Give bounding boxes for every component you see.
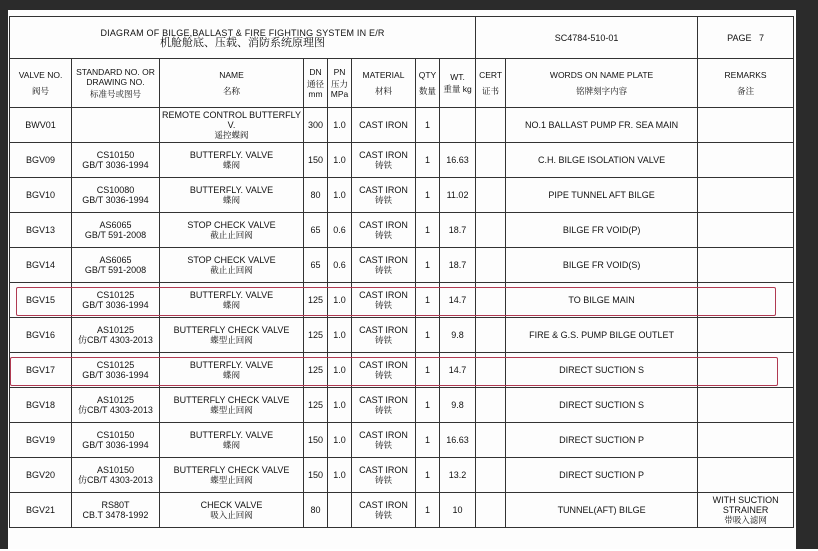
cell-standard: AS10125 仿CB/T 4303-2013: [72, 388, 160, 423]
cell-material: CAST IRON 铸铁: [352, 213, 416, 248]
cell-material: CAST IRON 铸铁: [352, 318, 416, 353]
cell-weight: 11.02: [440, 178, 476, 213]
cell-name: STOP CHECK VALVE 截止止回阀: [160, 213, 304, 248]
cell-pn: 0.6: [328, 213, 352, 248]
cell-weight: [440, 108, 476, 143]
cell-remarks: [698, 388, 794, 423]
top-shadow-edge: [0, 0, 818, 10]
cell-weight: 14.7: [440, 353, 476, 388]
title-cn: 机舱舱底、压载、消防系统原理图: [160, 36, 326, 49]
cropped-footer-text: [714, 544, 717, 551]
cell-pn: 1.0: [328, 143, 352, 178]
cell-standard: RS80T CB.T 3478-1992: [72, 493, 160, 528]
cell-dn: 125: [304, 283, 328, 318]
cell-remarks: [698, 143, 794, 178]
cell-pn: 1.0: [328, 388, 352, 423]
cell-material: CAST IRON: [352, 108, 416, 143]
cell-name: REMOTE CONTROL BUTTERFLY V. 遥控蝶阀: [160, 108, 304, 143]
page-label: PAGE: [727, 32, 752, 43]
page-indicator: [698, 17, 794, 59]
header-row: [10, 59, 794, 108]
header-pn: PN 压力 MPa: [328, 59, 352, 108]
cell-cert: [476, 283, 506, 318]
cell-standard: CS10150 GB/T 3036-1994: [72, 143, 160, 178]
cell-qty: 1: [416, 108, 440, 143]
cell-cert: [476, 318, 506, 353]
cell-name: BUTTERFLY. VALVE 蝶阀: [160, 423, 304, 458]
cell-qty: 1: [416, 458, 440, 493]
cell-material: CAST IRON 铸铁: [352, 353, 416, 388]
cell-valve-no: BGV15: [10, 283, 72, 318]
cell-material: CAST IRON 铸铁: [352, 178, 416, 213]
cell-dn: 65: [304, 213, 328, 248]
cell-words: PIPE TUNNEL AFT BILGE: [506, 178, 698, 213]
header-words: WORDS ON NAME PLATE 铭牌刻字内容: [506, 59, 698, 108]
table-row: [10, 248, 794, 283]
cell-valve-no: BGV18: [10, 388, 72, 423]
table-row: [10, 108, 794, 143]
cell-dn: 150: [304, 423, 328, 458]
table-row: [10, 318, 794, 353]
cell-remarks: [698, 353, 794, 388]
cell-name: STOP CHECK VALVE 截止止回阀: [160, 248, 304, 283]
cell-material: CAST IRON 铸铁: [352, 493, 416, 528]
cell-name: BUTTERFLY. VALVE 蝶阀: [160, 143, 304, 178]
cell-valve-no: BGV17: [10, 353, 72, 388]
cell-cert: [476, 178, 506, 213]
cell-material: CAST IRON 铸铁: [352, 283, 416, 318]
header-valve-no: VALVE NO. 阀号: [10, 59, 72, 108]
right-shadow-edge: [796, 0, 818, 549]
cell-qty: 1: [416, 493, 440, 528]
cell-cert: [476, 423, 506, 458]
cell-weight: 18.7: [440, 213, 476, 248]
cell-dn: 150: [304, 143, 328, 178]
cell-dn: 80: [304, 493, 328, 528]
cell-pn: [328, 493, 352, 528]
header-standard: STANDARD NO. OR DRAWING NO. 标准号或图号: [72, 59, 160, 108]
cell-dn: 65: [304, 248, 328, 283]
cell-pn: 1.0: [328, 353, 352, 388]
cell-remarks: [698, 248, 794, 283]
cell-cert: [476, 143, 506, 178]
cell-words: C.H. BILGE ISOLATION VALVE: [506, 143, 698, 178]
table-row: [10, 388, 794, 423]
cell-remarks: [698, 108, 794, 143]
cell-standard: AS6065 GB/T 591-2008: [72, 213, 160, 248]
cell-dn: 125: [304, 353, 328, 388]
cell-weight: 9.8: [440, 318, 476, 353]
cell-remarks: [698, 213, 794, 248]
cell-qty: 1: [416, 248, 440, 283]
table-row: [10, 178, 794, 213]
header-name: NAME 名称: [160, 59, 304, 108]
table-row: [10, 458, 794, 493]
cell-cert: [476, 458, 506, 493]
cell-remarks: WITH SUCTION STRAINER 带吸入滤网: [698, 493, 794, 528]
cell-dn: 300: [304, 108, 328, 143]
table-row: [10, 283, 794, 318]
cell-standard: CS10080 GB/T 3036-1994: [72, 178, 160, 213]
table-row: [10, 213, 794, 248]
cell-qty: 1: [416, 353, 440, 388]
table-row: [10, 143, 794, 178]
cell-weight: 9.8: [440, 388, 476, 423]
cell-cert: [476, 213, 506, 248]
cell-dn: 150: [304, 458, 328, 493]
cell-words: BILGE FR VOID(P): [506, 213, 698, 248]
cell-valve-no: BWV01: [10, 108, 72, 143]
cell-cert: [476, 493, 506, 528]
table-row: [10, 353, 794, 388]
table-row: [10, 423, 794, 458]
cell-material: CAST IRON 铸铁: [352, 388, 416, 423]
cell-standard: CS10150 GB/T 3036-1994: [72, 423, 160, 458]
cell-dn: 125: [304, 318, 328, 353]
cell-qty: 1: [416, 143, 440, 178]
cell-words: BILGE FR VOID(S): [506, 248, 698, 283]
header-material: MATERIAL 材料: [352, 59, 416, 108]
cell-qty: 1: [416, 388, 440, 423]
cell-valve-no: BGV13: [10, 213, 72, 248]
cell-remarks: [698, 283, 794, 318]
cell-words: TUNNEL(AFT) BILGE: [506, 493, 698, 528]
cell-valve-no: BGV10: [10, 178, 72, 213]
title-row: [10, 17, 794, 59]
cell-qty: 1: [416, 318, 440, 353]
cell-name: BUTTERFLY CHECK VALVE 蝶型止回阀: [160, 318, 304, 353]
cell-weight: 18.7: [440, 248, 476, 283]
cell-pn: 0.6: [328, 248, 352, 283]
cell-cert: [476, 388, 506, 423]
cell-words: NO.1 BALLAST PUMP FR. SEA MAIN: [506, 108, 698, 143]
cell-pn: 1.0: [328, 423, 352, 458]
cell-pn: 1.0: [328, 178, 352, 213]
cell-pn: 1.0: [328, 108, 352, 143]
cell-valve-no: BGV19: [10, 423, 72, 458]
document-number: SC4784-510-01: [476, 17, 698, 59]
cell-standard: AS6065 GB/T 591-2008: [72, 248, 160, 283]
cell-material: CAST IRON 铸铁: [352, 423, 416, 458]
cell-words: DIRECT SUCTION P: [506, 423, 698, 458]
cell-name: BUTTERFLY CHECK VALVE 蝶型止回阀: [160, 388, 304, 423]
cell-name: BUTTERFLY. VALVE 蝶阀: [160, 283, 304, 318]
page-number: 7: [759, 32, 765, 43]
cell-weight: 13.2: [440, 458, 476, 493]
cell-standard: AS10125 仿CB/T 4303-2013: [72, 318, 160, 353]
cell-material: CAST IRON 铸铁: [352, 458, 416, 493]
cell-pn: 1.0: [328, 318, 352, 353]
cell-qty: 1: [416, 423, 440, 458]
cell-name: BUTTERFLY. VALVE 蝶阀: [160, 178, 304, 213]
cell-weight: 10: [440, 493, 476, 528]
cell-dn: 125: [304, 388, 328, 423]
cell-remarks: [698, 423, 794, 458]
cell-valve-no: BGV16: [10, 318, 72, 353]
title-en: DIAGRAM OF BILGE,BALLAST & FIRE FIGHTING SYSTEM IN E/R: [100, 27, 385, 38]
cell-words: TO BILGE MAIN: [506, 283, 698, 318]
cell-material: CAST IRON 铸铁: [352, 248, 416, 283]
document-title: [10, 17, 476, 59]
cell-valve-no: BGV21: [10, 493, 72, 528]
cell-qty: 1: [416, 283, 440, 318]
cell-standard: CS10125 GB/T 3036-1994: [72, 353, 160, 388]
cell-cert: [476, 108, 506, 143]
cell-qty: 1: [416, 213, 440, 248]
header-remarks: REMARKS 备注: [698, 59, 794, 108]
cell-material: CAST IRON 铸铁: [352, 143, 416, 178]
cell-standard: CS10125 GB/T 3036-1994: [72, 283, 160, 318]
cell-cert: [476, 353, 506, 388]
cell-name: BUTTERFLY CHECK VALVE 蝶型止回阀: [160, 458, 304, 493]
cell-name: CHECK VALVE 吸入止回阀: [160, 493, 304, 528]
cell-weight: 14.7: [440, 283, 476, 318]
cell-pn: 1.0: [328, 283, 352, 318]
document-sheet: [8, 10, 796, 549]
cell-remarks: [698, 178, 794, 213]
cell-cert: [476, 248, 506, 283]
cell-words: FIRE & G.S. PUMP BILGE OUTLET: [506, 318, 698, 353]
header-weight: WT. 重量 kg: [440, 59, 476, 108]
cell-weight: 16.63: [440, 423, 476, 458]
cell-dn: 80: [304, 178, 328, 213]
cell-standard: [72, 108, 160, 143]
header-dn: DN 通径 mm: [304, 59, 328, 108]
cell-words: DIRECT SUCTION S: [506, 388, 698, 423]
cell-valve-no: BGV20: [10, 458, 72, 493]
table-row: [10, 493, 794, 528]
cell-qty: 1: [416, 178, 440, 213]
valve-list-table: [9, 16, 794, 528]
cell-remarks: [698, 318, 794, 353]
cell-standard: AS10150 仿CB/T 4303-2013: [72, 458, 160, 493]
cell-name: BUTTERFLY. VALVE 蝶阀: [160, 353, 304, 388]
header-qty: QTY 数量: [416, 59, 440, 108]
cell-remarks: [698, 458, 794, 493]
cell-valve-no: BGV14: [10, 248, 72, 283]
cell-weight: 16.63: [440, 143, 476, 178]
header-cert: CERT 证书: [476, 59, 506, 108]
cell-words: DIRECT SUCTION S: [506, 353, 698, 388]
cell-pn: 1.0: [328, 458, 352, 493]
left-shadow-edge: [0, 0, 8, 549]
cell-valve-no: BGV09: [10, 143, 72, 178]
cell-words: DIRECT SUCTION P: [506, 458, 698, 493]
